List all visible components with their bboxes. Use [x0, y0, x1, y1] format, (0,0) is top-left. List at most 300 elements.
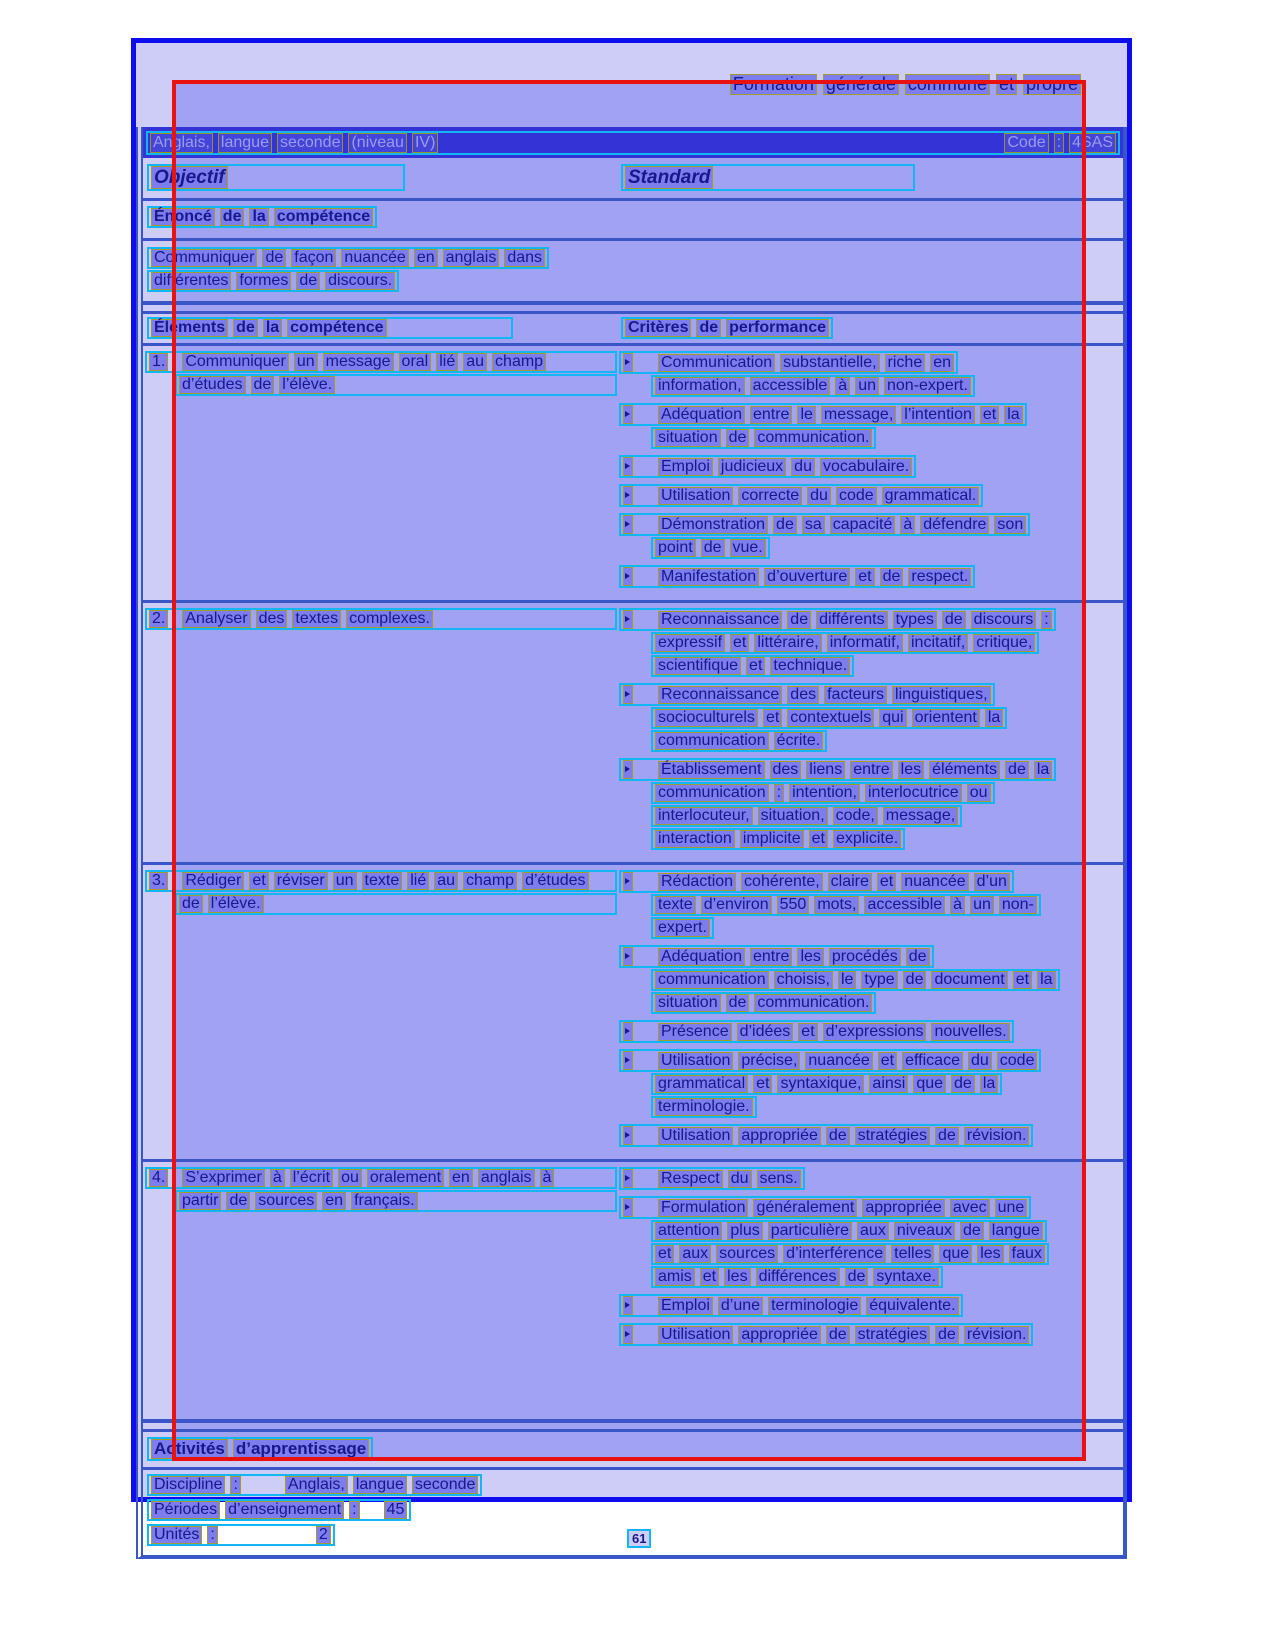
word-chip: que — [913, 1075, 946, 1093]
word-chip: amis — [655, 1268, 695, 1286]
ocr-line-box — [147, 317, 513, 339]
ocr-line-box — [651, 537, 770, 559]
word-chip: ou — [338, 1169, 362, 1187]
word-chip: 550 — [777, 896, 810, 914]
word-chip: à — [835, 377, 850, 395]
word-chip: stratégies — [855, 1127, 930, 1145]
word-chip: sa — [802, 516, 825, 534]
bullet-marker-icon — [623, 685, 633, 704]
word-chip: de — [220, 208, 245, 226]
ocr-line-box — [147, 1524, 335, 1546]
word-chip: Utilisation — [658, 1127, 733, 1145]
word-chip: communication — [655, 784, 769, 802]
word-chip: Objectif — [151, 166, 228, 189]
document-title — [730, 74, 1081, 95]
word-chip: vocabulaire. — [820, 458, 912, 476]
word-chip: 45 — [384, 1501, 408, 1519]
bullet-item — [619, 1049, 1117, 1118]
word-chip: différents — [816, 611, 888, 629]
item-element-cell — [145, 870, 619, 1153]
section-divider — [143, 301, 1123, 314]
ocr-line-box — [145, 1167, 617, 1189]
word-chip: et — [249, 872, 268, 890]
word-chip: accessible — [750, 377, 831, 395]
word-chip: Utilisation — [658, 487, 733, 505]
word-chip: expressif — [655, 634, 725, 652]
word-chip: oral — [399, 353, 432, 371]
ocr-line-box — [651, 1096, 757, 1118]
word-chip: d’enseignement — [225, 1501, 344, 1519]
word-chip: au — [434, 872, 458, 890]
word-chip: terminologie. — [655, 1098, 753, 1116]
ocr-line-box — [621, 164, 915, 191]
ocr-line-box — [147, 206, 377, 228]
word-chip: intention, — [789, 784, 860, 802]
bullet-item — [619, 683, 1117, 752]
word-chip: du — [791, 458, 815, 476]
word-chip: la — [263, 319, 282, 337]
bullet-marker-icon — [623, 610, 633, 629]
word-chip: Formulation — [658, 1199, 748, 1217]
word-chip: procédés — [829, 948, 901, 966]
word-chip: types — [893, 611, 937, 629]
word-chip: et — [730, 634, 749, 652]
bullet-item — [619, 1294, 1117, 1317]
word-chip: communication. — [754, 429, 872, 447]
learning-activity-row — [147, 1499, 1123, 1521]
bullet-item — [619, 870, 1117, 939]
word-chip: de — [942, 611, 966, 629]
word-chip: l’élève. — [279, 376, 335, 394]
word-chip: défendre — [920, 516, 989, 534]
word-chip: de — [960, 1222, 984, 1240]
word-chip: oralement — [367, 1169, 444, 1187]
word-chip: incitatif, — [908, 634, 968, 652]
word-chip: mots, — [814, 896, 859, 914]
word-chip: de — [906, 948, 930, 966]
word-chip: judicieux — [718, 458, 786, 476]
bullet-item — [619, 484, 1117, 507]
word-chip: de — [696, 319, 721, 337]
word-chip: : — [230, 1476, 240, 1494]
word-chip: Respect — [658, 1170, 723, 1188]
page-number — [627, 1529, 651, 1548]
bullet-marker-icon — [623, 567, 633, 586]
item-element-cell — [145, 1167, 619, 1413]
word-chip: message, — [821, 406, 896, 424]
objectif-standard-row — [143, 158, 1123, 201]
word-chip: : — [774, 784, 784, 802]
bullet-marker-icon — [623, 1126, 633, 1145]
word-chip: vue. — [730, 539, 766, 557]
elements-header-cell — [147, 317, 621, 341]
word-chip: Démonstration — [658, 516, 768, 534]
word-chip: d’idées — [737, 1023, 794, 1041]
ocr-line-box — [621, 317, 833, 339]
tab-space — [365, 1510, 379, 1511]
bullet-marker-icon — [623, 1051, 633, 1070]
course-name — [150, 133, 438, 153]
enonce-header-row — [143, 201, 1123, 241]
word-chip: d’interférence — [783, 1245, 886, 1263]
word-chip: orientent — [912, 709, 980, 727]
word-chip: : — [1054, 133, 1064, 153]
word-chip: de — [880, 568, 904, 586]
ocr-line-box — [145, 608, 617, 630]
word-chip: qui — [879, 709, 906, 727]
ocr-line-box — [651, 730, 827, 752]
word-chip: littéraire, — [754, 634, 821, 652]
word-chip: les — [724, 1268, 750, 1286]
word-chip: et — [877, 873, 896, 891]
bullet-item — [619, 351, 1117, 397]
word-chip: attention — [655, 1222, 722, 1240]
ocr-line-box — [619, 1167, 805, 1190]
word-chip: respect. — [908, 568, 971, 586]
word-chip: et — [798, 1023, 817, 1041]
word-chip: un — [333, 872, 357, 890]
item-criteria-cell — [619, 870, 1123, 1153]
word-chip: linguistiques, — [892, 686, 991, 704]
word-chip: efficace — [902, 1052, 963, 1070]
word-chip: l’intention — [901, 406, 975, 424]
word-chip: de — [262, 249, 286, 267]
enonce-text-row — [143, 241, 1123, 301]
bullet-marker-icon — [623, 405, 633, 424]
word-chip: et — [655, 1245, 674, 1263]
bullet-marker-icon — [623, 515, 633, 534]
word-chip: dans — [504, 249, 545, 267]
word-chip: seconde — [277, 133, 344, 153]
ocr-line-box — [619, 455, 916, 478]
word-chip: syntaxe. — [873, 1268, 939, 1286]
ocr-line-box — [147, 1474, 482, 1496]
bullet-item — [619, 1124, 1117, 1147]
word-chip: la — [980, 1075, 998, 1093]
word-chip: IV) — [412, 133, 438, 153]
ocr-line-box — [651, 1220, 1047, 1242]
word-chip: révision. — [964, 1326, 1030, 1344]
word-chip: équivalente. — [866, 1297, 958, 1315]
word-chip: cohérente, — [741, 873, 823, 891]
word-chip: et — [746, 657, 765, 675]
word-chip: anglais — [478, 1169, 535, 1187]
ocr-line-box — [651, 1266, 943, 1288]
ocr-line-box — [651, 828, 905, 850]
ocr-line-box — [651, 992, 876, 1014]
word-chip: lié — [436, 353, 458, 371]
ocr-line-box — [619, 1294, 963, 1317]
ocr-line-box — [147, 1437, 373, 1461]
word-chip: niveaux — [894, 1222, 955, 1240]
word-chip: sources — [255, 1192, 317, 1210]
ocr-line-box — [147, 247, 549, 269]
word-chip: Communication — [658, 354, 775, 372]
ocr-line-box — [147, 1499, 411, 1521]
word-chip: du — [807, 487, 831, 505]
ocr-line-box — [619, 758, 1056, 781]
word-chip: langue — [218, 133, 272, 153]
word-chip: et — [878, 1052, 897, 1070]
word-chip: de — [845, 1268, 869, 1286]
competence-headers-row — [143, 314, 1123, 346]
word-chip: du — [968, 1052, 992, 1070]
ocr-line-box — [145, 351, 617, 373]
ocr-line-box — [651, 632, 1039, 654]
bullet-marker-icon — [623, 872, 633, 891]
ocr-line-box — [619, 403, 1027, 426]
bullet-marker-icon — [623, 947, 633, 966]
word-chip: sources — [716, 1245, 778, 1263]
word-chip: facteurs — [824, 686, 887, 704]
word-chip: Rédaction — [658, 873, 736, 891]
ocr-line-box — [651, 805, 962, 827]
word-chip: code — [836, 487, 877, 505]
word-chip: le — [838, 971, 856, 989]
word-chip: accessible — [864, 896, 945, 914]
word-chip: et — [700, 1268, 719, 1286]
bullet-item — [619, 1196, 1117, 1288]
word-chip: Manifestation — [658, 568, 759, 586]
word-chip: Standard — [625, 166, 713, 189]
word-chip: Présence — [658, 1023, 732, 1041]
word-chip: généralement — [753, 1199, 857, 1217]
word-chip: (niveau — [348, 133, 406, 153]
bullet-item — [619, 1167, 1117, 1190]
word-chip: une — [995, 1199, 1028, 1217]
word-chip: d’un — [974, 873, 1010, 891]
word-chip: information, — [655, 377, 745, 395]
word-chip: Anglais, — [285, 1476, 348, 1494]
word-chip: l’écrit — [290, 1169, 333, 1187]
word-chip: communication — [655, 732, 769, 750]
item-number: 2. — [149, 610, 168, 628]
word-chip: d’études — [522, 872, 589, 890]
word-chip: Activités — [151, 1439, 228, 1459]
word-chip: de — [226, 1192, 250, 1210]
word-chip: Adéquation — [658, 948, 745, 966]
ocr-line-box — [175, 1190, 617, 1212]
word-chip: Rédiger — [182, 872, 244, 890]
word-chip: de — [296, 272, 320, 290]
word-chip: Adéquation — [658, 406, 745, 424]
bullet-item — [619, 608, 1117, 677]
ocr-line-box — [619, 484, 983, 507]
word-chip: le — [797, 406, 815, 424]
word-chip: choisis, — [774, 971, 833, 989]
word-chip: capacité — [830, 516, 896, 534]
word-chip: discours. — [325, 272, 395, 290]
item-number: 4. — [149, 1169, 168, 1187]
word-chip: de — [726, 994, 750, 1012]
word-chip: entre — [850, 761, 892, 779]
word-chip: Communiquer — [151, 249, 257, 267]
word-chip: d’apprentissage — [233, 1439, 369, 1459]
word-chip: la — [249, 208, 268, 226]
word-chip: partir — [179, 1192, 221, 1210]
word-chip: différences — [756, 1268, 840, 1286]
item-number: 3. — [149, 872, 168, 890]
bullet-item — [619, 455, 1117, 478]
word-chip: d’environ — [701, 896, 772, 914]
word-chip: Établissement — [658, 761, 765, 779]
word-chip: d’une — [718, 1297, 763, 1315]
word-chip: à — [540, 1169, 555, 1187]
word-chip: particulière — [768, 1222, 852, 1240]
criteres-header-cell — [621, 317, 833, 341]
word-chip: à — [950, 896, 965, 914]
word-chip: faux — [1009, 1245, 1045, 1263]
word-chip: de — [935, 1127, 959, 1145]
bullet-item — [619, 513, 1117, 559]
word-chip: grammatical. — [882, 487, 980, 505]
item-row — [143, 346, 1123, 603]
bullet-item — [619, 403, 1117, 449]
word-chip: non- — [999, 896, 1037, 914]
word-chip: en — [322, 1192, 346, 1210]
ocr-line-box — [651, 427, 876, 449]
bullet-marker-icon — [623, 1296, 633, 1315]
word-chip: un — [970, 896, 994, 914]
ocr-line-box — [619, 1196, 1031, 1219]
word-chip: Formation — [730, 74, 817, 95]
word-chip: seconde — [412, 1476, 479, 1494]
bullet-item — [619, 1020, 1117, 1043]
word-chip: lié — [407, 872, 429, 890]
word-chip: Reconnaissance — [658, 686, 782, 704]
word-chip: de — [251, 376, 275, 394]
word-chip: Code — [1004, 133, 1048, 153]
word-chip: informatif, — [827, 634, 903, 652]
ocr-line-box — [175, 893, 617, 915]
standard-cell — [621, 164, 915, 192]
word-chip: de — [826, 1127, 850, 1145]
ocr-line-box — [175, 374, 617, 396]
word-chip: Utilisation — [658, 1052, 733, 1070]
word-chip: et — [753, 1075, 772, 1093]
bullet-marker-icon — [623, 1022, 633, 1041]
word-chip: de — [701, 539, 725, 557]
word-chip: la — [1034, 761, 1052, 779]
ocr-line-box — [147, 164, 405, 191]
word-chip: Éléments — [151, 319, 228, 337]
word-chip: révision. — [964, 1127, 1030, 1145]
bullet-item — [619, 1323, 1117, 1346]
item-element-cell — [145, 351, 619, 594]
word-chip: interlocuteur, — [655, 807, 753, 825]
word-chip: socioculturels — [655, 709, 758, 727]
word-chip: substantielle, — [780, 354, 879, 372]
word-chip: correcte — [738, 487, 802, 505]
word-chip: précise, — [738, 1052, 800, 1070]
word-chip: critique, — [973, 634, 1035, 652]
section-divider — [143, 1419, 1123, 1432]
word-chip: en — [414, 249, 438, 267]
word-chip: performance — [726, 319, 829, 337]
bullet-marker-icon — [623, 486, 633, 505]
word-chip: nuancée — [341, 249, 408, 267]
word-chip: champ — [492, 353, 546, 371]
word-chip: les — [977, 1245, 1003, 1263]
word-chip: nuancée — [805, 1052, 872, 1070]
bullet-marker-icon — [623, 457, 633, 476]
word-chip: et — [980, 406, 999, 424]
ocr-line-box — [651, 375, 975, 397]
ocr-line-box — [651, 707, 1007, 729]
word-chip: liens — [806, 761, 845, 779]
bullet-marker-icon — [623, 1169, 633, 1188]
word-chip: en — [449, 1169, 473, 1187]
word-chip: claire — [828, 873, 872, 891]
word-chip: différentes — [151, 272, 231, 290]
word-chip: propre — [1023, 74, 1081, 95]
word-chip: situation, — [758, 807, 828, 825]
word-chip: texte — [362, 872, 403, 890]
word-chip: les — [898, 761, 924, 779]
word-chip: interlocutrice — [865, 784, 962, 802]
ocr-line-box — [619, 870, 1014, 893]
word-chip: stratégies — [855, 1326, 930, 1344]
word-chip: la — [1004, 406, 1022, 424]
ocr-line-box — [619, 1049, 1041, 1072]
ocr-line-box — [145, 870, 617, 892]
ocr-line-box — [651, 917, 714, 939]
ocr-line-box — [651, 969, 1060, 991]
ocr-line-box — [651, 1073, 1002, 1095]
word-chip: point — [655, 539, 696, 557]
item-criteria-cell — [619, 1167, 1123, 1413]
word-chip: : — [1041, 611, 1051, 629]
word-chip: Unités — [151, 1526, 202, 1544]
bullet-item — [619, 758, 1117, 850]
ocr-line-box — [147, 270, 399, 292]
word-chip: interaction — [655, 830, 735, 848]
item-row — [143, 865, 1123, 1162]
word-chip: communication — [655, 971, 769, 989]
word-chip: Communiquer — [182, 353, 288, 371]
word-chip: de — [935, 1326, 959, 1344]
word-chip: champ — [463, 872, 517, 890]
word-chip: à — [270, 1169, 285, 1187]
word-chip: type — [861, 971, 897, 989]
word-chip: terminologie — [768, 1297, 861, 1315]
word-chip: son — [994, 516, 1026, 534]
word-chip: appropriée — [862, 1199, 945, 1217]
word-chip: et — [763, 709, 782, 727]
word-chip: que — [939, 1245, 972, 1263]
word-chip: Utilisation — [658, 1326, 733, 1344]
word-chip: commune — [905, 74, 990, 95]
word-chip: la — [985, 709, 1003, 727]
word-chip: et — [1013, 971, 1032, 989]
word-chip: ainsi — [869, 1075, 908, 1093]
word-chip: et — [996, 74, 1017, 95]
word-chip: et — [855, 568, 874, 586]
word-chip: écrite. — [774, 732, 824, 750]
word-chip: telles — [891, 1245, 934, 1263]
word-chip: de — [726, 429, 750, 447]
word-chip: nouvelles. — [931, 1023, 1009, 1041]
course-header-bar — [143, 127, 1123, 158]
word-chip: l’élève. — [208, 895, 264, 913]
ocr-line-box — [651, 655, 854, 677]
item-row — [143, 1162, 1123, 1419]
item-criteria-cell — [619, 608, 1123, 856]
word-chip: d’expressions — [823, 1023, 927, 1041]
word-chip: réviser — [274, 872, 328, 890]
word-chip: Reconnaissance — [658, 611, 782, 629]
item-criteria-cell — [619, 351, 1123, 594]
